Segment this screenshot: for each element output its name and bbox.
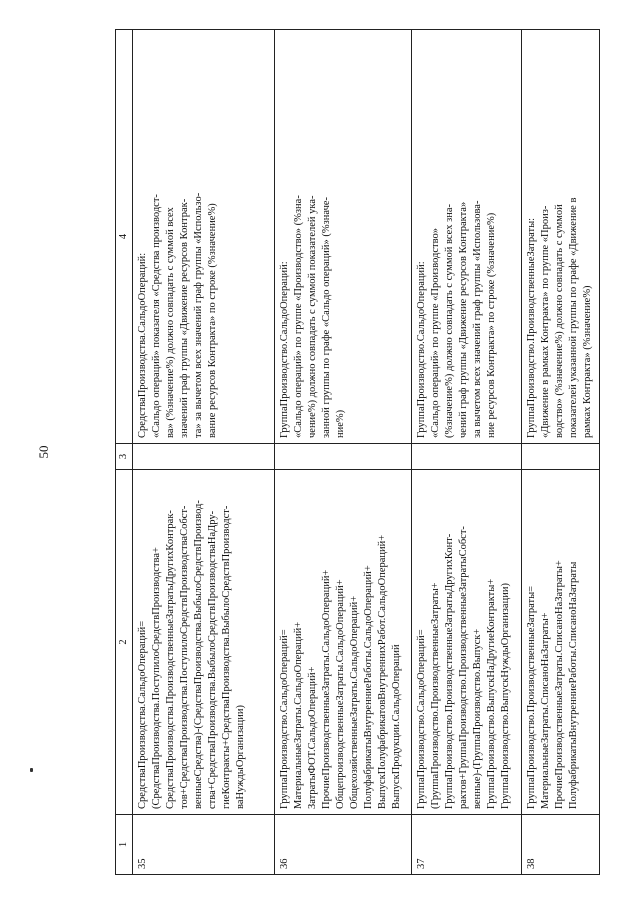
formula-cell: ГруппаПроизводство.СальдоОпераций= МатериальныеЗатраты.СальдоОпераций+ ЗатратыФОТ.СальдоОпераций+ ПрочиеПроизводственныеЗатраты.СальдоОпераций+ ОбщепроизводственныеЗатраты.СальдоОпераций+ ОбщехозяйственныеЗатраты.СальдоОпераций+ ПолуфабрикатыВнутренниеРаботы.СальдоОпераций+ ВыпускПолуфабрикатовВнутреннихРабот.СальдоОпераций+ ВыпускПродукции.СальдоОпераций: [275, 470, 412, 815]
formula-cell: СредстваПроизводства.СальдоОпераций= (СредстваПроизводства.ПоступилоСредствПроизводства+ СредстваПроизводства.ПроизводственныеЗатратыДругихКонтрак- тов+СредстваПроизводства.ПоступилоСредствПроизводстваСобст- венныеСредства)-(СредстваПроизводства.ВыбылоСредствПроизвод- ства+СредстваПроизводства.ВыбылоСредствПроизводстваНаДру- гиеКонтракты+СредстваПроизводства.ВыбылоСредствПроизводст- ваНуждыОрганизации): [133, 470, 275, 815]
row-number: 37: [412, 815, 522, 875]
header-col-1: 1: [116, 815, 133, 875]
table-row: [522, 30, 600, 875]
col3-cell: [133, 444, 275, 470]
formula-cell: ГруппаПроизводство.ПроизводственныеЗатраты= МатериальныеЗатраты.СписаноНаЗатраты+ ПрочиеПроизводственныеЗатраты.СписаноНаЗатраты+ ПолуфабрикатыВнутренниеРаботы.СписаноНаЗатраты: [522, 470, 600, 815]
col3-cell: [275, 444, 412, 470]
validation-rules-table: [115, 29, 600, 875]
row-number: 35: [133, 815, 275, 875]
description-cell: ГруппаПроизводство.СальдоОпераций: «Сальдо операций» по группе «Производство» (%зна- чение%) должно совпадать с суммой показателей ука- занной группы по графе «Сальдо операций» (%значе- ние%): [275, 30, 412, 444]
table-row: [133, 30, 275, 875]
header-col-3: 3: [116, 444, 133, 470]
header-col-2: 2: [116, 470, 133, 815]
table-row: [412, 30, 522, 875]
formula-cell: ГруппаПроизводство.СальдоОпераций= (ГруппаПроизводство.ПроизводственныеЗатраты+ ГруппаПроизводство.ПроизводственныеЗатратыДругихКонт- рактов+ГруппаПроизводство.ПроизводственныеЗатратыСобст- венные)-(ГруппаПроизводство.Выпуск+ ГруппаПроизводство.ВыпускНаДругиеКонтракты+ ГруппаПроизводство.ВыпускНуждыОрганизации): [412, 470, 522, 815]
row-number: 38: [522, 815, 600, 875]
col3-cell: [522, 444, 600, 470]
scan-speck: [30, 768, 33, 772]
rotated-table-container: [115, 30, 600, 875]
header-col-4: 4: [116, 30, 133, 444]
table-header-row: [116, 30, 133, 875]
description-cell: ГруппаПроизводство.ПроизводственныеЗатраты: «Движение в рамках Контракта» по группе «Произ- водство» (%значение%) должно совпадать с суммой показателей указанной группы по графе «Движение в рамках Контракта» (%значение%): [522, 30, 600, 444]
page-number: 50: [36, 445, 51, 459]
description-cell: СредстваПроизводства.СальдоОпераций: «Сальдо операций» показателя «Средства производст- ва» (%значение%) должно совпадать с суммой всех значений граф группы «Движение ресурсов Контрак- та» за вычетом всех значений граф группы «Использо- вание ресурсов Контракта» по строке (%значение%): [133, 30, 275, 444]
row-number: 36: [275, 815, 412, 875]
description-cell: ГруппаПроизводство.СальдоОпераций: «Сальдо операций» по группе «Производство» (%значение%) должно совпадать с суммой всех зна- чений граф группы «Движение ресурсов Контракта» за вычетом всех значений граф группы «Использова- ние ресурсов Контракта» по строке (%значение%): [412, 30, 522, 444]
table-row: [275, 30, 412, 875]
col3-cell: [412, 444, 522, 470]
